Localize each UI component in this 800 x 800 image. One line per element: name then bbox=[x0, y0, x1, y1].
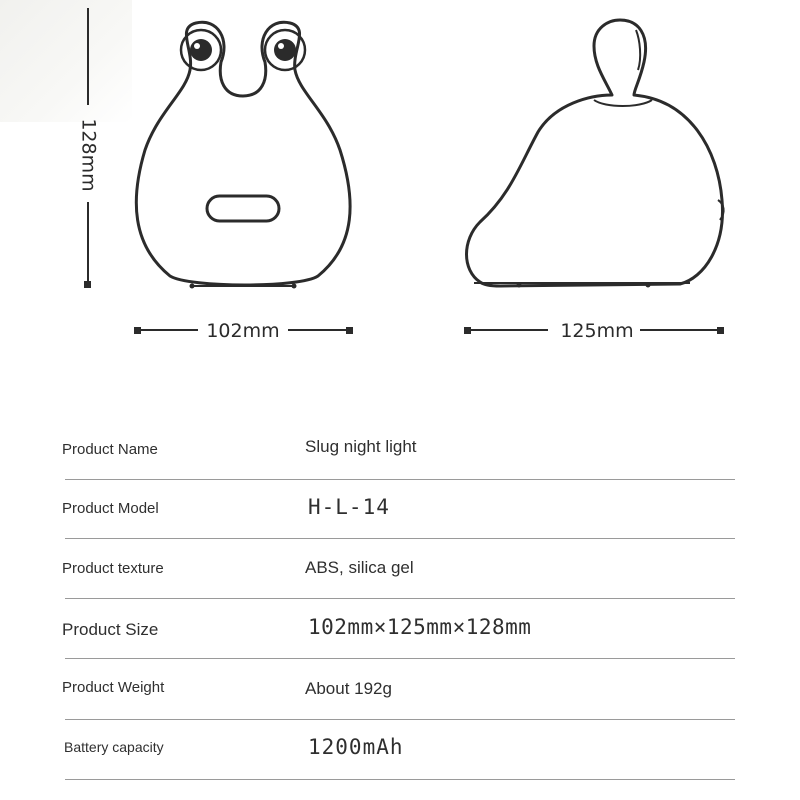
slug-front-view bbox=[136, 22, 350, 286]
spec-row-battery bbox=[62, 720, 735, 780]
width-label: 102mm bbox=[206, 320, 280, 342]
spec-label: Product Weight bbox=[62, 679, 165, 696]
row-divider bbox=[65, 779, 735, 780]
spec-label: Product texture bbox=[62, 560, 164, 577]
spec-label: Product Model bbox=[62, 500, 159, 517]
slug-side-view bbox=[467, 20, 724, 286]
row-divider bbox=[65, 658, 735, 659]
spec-label: Product Name bbox=[62, 441, 158, 458]
spec-row-model bbox=[62, 479, 735, 539]
spec-label: Battery capacity bbox=[64, 739, 164, 755]
spec-row-texture bbox=[62, 539, 735, 599]
spec-value: 102mm×125mm×128mm bbox=[308, 615, 532, 639]
spec-label: Product Size bbox=[62, 620, 159, 639]
depth-label: 125mm bbox=[560, 320, 634, 342]
spec-value: Slug night light bbox=[305, 437, 417, 456]
height-label: 128mm bbox=[77, 118, 100, 192]
eyes-icon bbox=[181, 30, 305, 70]
spec-value: H-L-14 bbox=[308, 495, 390, 519]
spec-value: 1200mAh bbox=[308, 735, 404, 759]
spec-row-name bbox=[62, 420, 735, 480]
spec-row-size bbox=[62, 599, 735, 659]
spec-row-weight bbox=[62, 660, 735, 720]
spec-value: ABS, silica gel bbox=[305, 558, 414, 577]
spec-value: About 192g bbox=[305, 679, 392, 698]
